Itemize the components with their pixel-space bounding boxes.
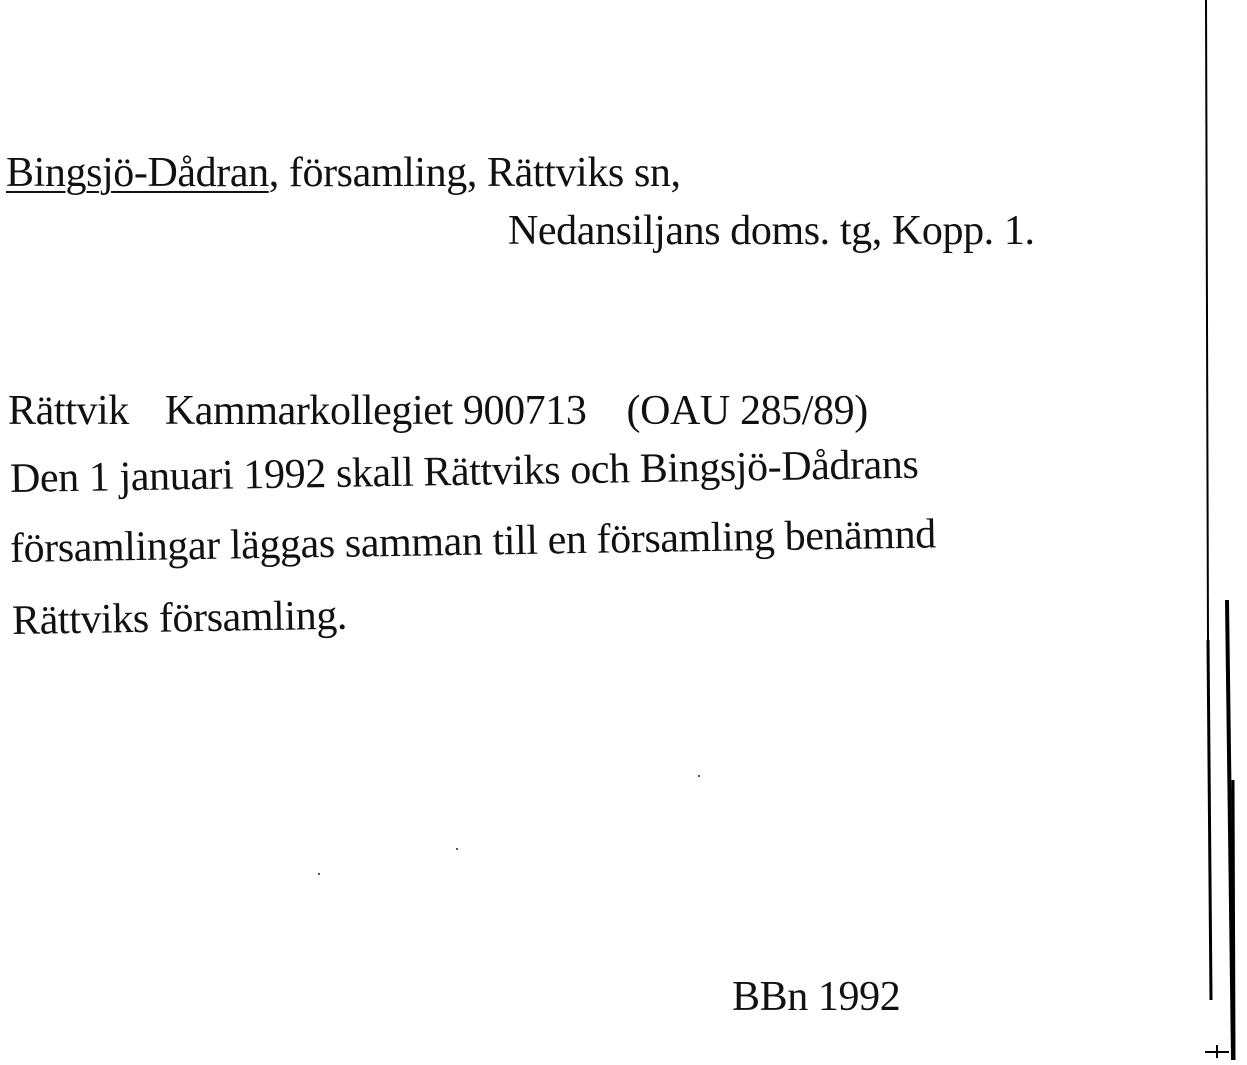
- place-name: Bingsjö-Dådran: [6, 150, 269, 196]
- heading-line: [6, 152, 681, 194]
- authority-decision: Kammarkollegiet 900713: [164, 388, 587, 434]
- reference-line: [8, 390, 868, 432]
- parish-name: Rättvik: [8, 388, 129, 434]
- scan-speck: [318, 873, 320, 875]
- jurisdiction-line: Nedansiljans doms. tg, Kopp. 1.: [508, 208, 1035, 254]
- scanned-page-edge: [1203, 0, 1243, 1065]
- signature-initials: BBn 1992: [732, 974, 901, 1020]
- body-text-line: Den 1 januari 1992 skall Rättviks och Bingsjö-Dådrans: [9, 441, 919, 502]
- case-reference: (OAU 285/89): [626, 388, 868, 434]
- scan-speck: [698, 775, 700, 777]
- body-text-line: Rättviks församling.: [11, 592, 348, 644]
- body-text-line: församlingar läggas samman till en församling benämnd: [9, 511, 937, 572]
- scan-speck: [456, 848, 458, 850]
- place-suffix: , församling, Rättviks sn,: [268, 150, 681, 196]
